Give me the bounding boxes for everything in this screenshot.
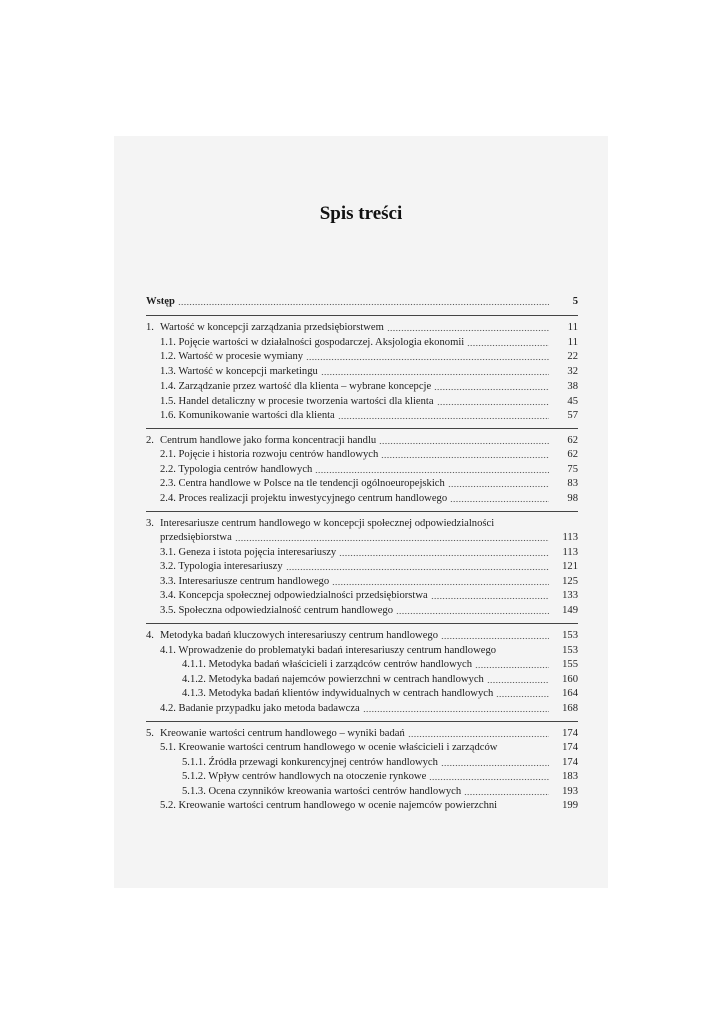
chapter-title: Wartość w koncepcji zarządzania przedsiębiorstwem	[160, 322, 384, 333]
toc-section	[160, 409, 578, 423]
leader-dots	[441, 637, 549, 640]
toc-entry-label: przedsiębiorstwa	[160, 532, 232, 543]
chapter-title: Kreowanie wartości centrum handlowego – wyniki badań	[160, 728, 405, 739]
leader-dots	[434, 388, 549, 391]
leader-dots	[487, 681, 549, 684]
toc-entry-page: 183	[562, 771, 578, 782]
toc-chapter-2	[146, 434, 578, 448]
toc-subsection	[182, 687, 578, 701]
leader-dots	[450, 500, 549, 503]
toc-entry-page: 57	[567, 410, 578, 421]
chapter-title: Interesariusze centrum handlowego w koncepcji społecznej odpowiedzialności	[160, 518, 495, 529]
toc-entry-label	[146, 434, 376, 448]
toc-chapter-3	[146, 517, 578, 531]
leader-dots	[363, 710, 549, 713]
toc-entry-label: 1.3. Wartość w koncepcji marketingu	[160, 366, 318, 377]
chapter-number: 4.	[146, 630, 154, 641]
toc-section	[160, 336, 578, 350]
leader-dots	[475, 666, 549, 669]
section-divider	[146, 623, 578, 624]
leader-dots	[448, 485, 549, 488]
leader-dots	[315, 471, 549, 474]
toc-entry-page: 174	[562, 728, 578, 739]
toc-section	[160, 589, 578, 603]
toc-entry-page: 193	[562, 786, 578, 797]
toc-entry-page: 38	[567, 381, 578, 392]
toc-entry-label: 5.1. Kreowanie wartości centrum handlowego w ocenie właścicieli i zarządców	[160, 742, 498, 753]
chapter-title: Centrum handlowe jako forma koncentracji handlu	[160, 435, 377, 446]
leader-dots	[379, 442, 549, 445]
page-title: Spis treści	[319, 203, 403, 224]
leader-dots	[286, 568, 549, 571]
leader-dots	[437, 403, 549, 406]
toc-entry-label: 4.1. Wprowadzenie do problematyki badań interesariuszy centrum handlowego	[160, 645, 497, 656]
leader-dots	[467, 344, 549, 347]
leader-dots	[431, 597, 549, 600]
toc-entry-page: 62	[567, 435, 578, 446]
toc-section	[160, 492, 578, 506]
chapter-number: 5.	[146, 728, 154, 739]
toc-entry-page: 83	[567, 478, 578, 489]
toc-entry-label: 3.5. Społeczna odpowiedzialność centrum handlowego	[160, 605, 393, 616]
toc-section	[160, 799, 578, 813]
toc-entry-label: 5.1.3. Ocena czynników kreowania wartości centrów handlowych	[182, 786, 462, 797]
section-divider	[146, 315, 578, 316]
leader-dots	[339, 554, 549, 557]
toc-entry-label: 3.4. Koncepcja społecznej odpowiedzialności przedsiębiorstwa	[160, 590, 428, 601]
toc-section	[160, 546, 578, 560]
toc-entry-label: 1.4. Zarządzanie przez wartość dla klienta – wybrane koncepcje	[160, 381, 432, 392]
leader-dots	[429, 778, 549, 781]
toc-entry-page: 113	[562, 532, 578, 543]
toc-entry-label	[146, 727, 405, 741]
toc-subsection	[182, 756, 578, 770]
toc-entry-page: 11	[567, 322, 578, 333]
toc-entry-label: 5.2. Kreowanie wartości centrum handlowego w ocenie najemców powierzchni	[160, 800, 498, 811]
leader-dots	[464, 793, 549, 796]
toc-entry-page: 98	[567, 493, 578, 504]
toc-section	[160, 604, 578, 618]
toc-entry-intro	[146, 295, 578, 309]
toc-section	[160, 741, 578, 755]
leader-dots	[178, 303, 549, 306]
leader-dots	[306, 358, 549, 361]
toc-entry-page: 168	[562, 703, 578, 714]
leader-dots	[321, 373, 549, 376]
toc-entry-label: 1.1. Pojęcie wartości w działalności gospodarczej. Aksjologia ekonomii	[160, 337, 465, 348]
toc-entry-page: 155	[562, 659, 578, 670]
leader-dots	[387, 329, 549, 332]
leader-dots	[381, 456, 549, 459]
leader-dots	[408, 735, 549, 738]
toc-section	[160, 463, 578, 477]
toc-entry-label: 2.3. Centra handlowe w Polsce na tle tendencji ogólnoeuropejskich	[160, 478, 445, 489]
toc-entry-label	[146, 629, 438, 643]
section-divider	[146, 721, 578, 722]
toc-entry-label: 4.1.3. Metodyka badań klientów indywidualnych w centrach handlowych	[182, 688, 494, 699]
leader-dots	[338, 417, 549, 420]
toc-section	[160, 702, 578, 716]
toc-entry-page: 5	[572, 296, 578, 307]
leader-dots	[235, 539, 549, 542]
chapter-title: Metodyka badań kluczowych interesariuszy centrum handlowego	[160, 630, 438, 641]
toc-subsection	[182, 673, 578, 687]
toc-entry-label: 3.2. Typologia interesariuszy	[160, 561, 283, 572]
toc-entry-label: 1.5. Handel detaliczny w procesie tworzenia wartości dla klienta	[160, 396, 434, 407]
toc-entry-page: 153	[562, 630, 578, 641]
toc-entry-label: 4.2. Badanie przypadku jako metoda badawcza	[160, 703, 360, 714]
toc-entry-page: 164	[562, 688, 578, 699]
toc-entry-page: 75	[567, 464, 578, 475]
section-divider	[146, 511, 578, 512]
toc-entry-page: 62	[567, 449, 578, 460]
toc-entry-label: 2.2. Typologia centrów handlowych	[160, 464, 313, 475]
toc-section	[160, 350, 578, 364]
toc-entry-page: 45	[567, 396, 578, 407]
toc-entry-label: 1.6. Komunikowanie wartości dla klienta	[160, 410, 335, 421]
chapter-number: 3.	[146, 518, 154, 529]
toc-chapter-5	[146, 727, 578, 741]
toc-chapter-3-continuation	[160, 531, 578, 545]
toc-section	[160, 448, 578, 462]
toc-entry-label: 2.1. Pojęcie i historia rozwoju centrów handlowych	[160, 449, 379, 460]
toc-entry-label: 4.1.2. Metodyka badań najemców powierzchni w centrach handlowych	[182, 674, 484, 685]
toc-entry-page: 11	[567, 337, 578, 348]
toc-entry-page: 22	[567, 351, 578, 362]
toc-entry-page: 133	[562, 590, 578, 601]
toc-entry-label: 3.1. Geneza i istota pojęcia interesariuszy	[160, 547, 337, 558]
toc-entry-label: Wstęp	[146, 296, 175, 307]
toc-entry-page: 121	[562, 561, 578, 572]
toc-entry-label: 4.1.1. Metodyka badań właścicieli i zarządców centrów handlowych	[182, 659, 473, 670]
toc-subsection	[182, 770, 578, 784]
toc-entry-page: 174	[562, 742, 578, 753]
section-divider	[146, 428, 578, 429]
toc-entry-page: 32	[567, 366, 578, 377]
toc-section	[160, 380, 578, 394]
toc-entry-label: 5.1.1. Źródła przewagi konkurencyjnej centrów handlowych	[182, 757, 438, 768]
toc-entry-label	[146, 321, 384, 335]
toc-entry-page: 113	[562, 547, 578, 558]
leader-dots	[441, 764, 549, 767]
toc-section	[160, 395, 578, 409]
toc-entry-page: 125	[562, 576, 578, 587]
chapter-number: 2.	[146, 435, 154, 446]
toc-chapter-4	[146, 629, 578, 643]
toc-entry-label: 1.2. Wartość w procesie wymiany	[160, 351, 304, 362]
toc-section	[160, 644, 578, 658]
toc-entry-label: 5.1.2. Wpływ centrów handlowych na otoczenie rynkowe	[182, 771, 427, 782]
chapter-number: 1.	[146, 322, 154, 333]
toc-section	[160, 365, 578, 379]
leader-dots	[496, 695, 549, 698]
toc-entry-page: 174	[562, 757, 578, 768]
toc-chapter-1	[146, 321, 578, 335]
toc-entry-label: 3.3. Interesariusze centrum handlowego	[160, 576, 330, 587]
leader-dots	[396, 612, 549, 615]
toc-entry-label	[146, 517, 494, 531]
toc-subsection	[182, 785, 578, 799]
toc-entry-page: 160	[562, 674, 578, 685]
leader-dots	[332, 583, 549, 586]
toc-subsection	[182, 658, 578, 672]
toc-section	[160, 477, 578, 491]
toc-section	[160, 575, 578, 589]
toc-entry-page: 153	[562, 645, 578, 656]
toc-entry-page: 149	[562, 605, 578, 616]
toc-entry-page: 199	[562, 800, 578, 811]
toc-section	[160, 560, 578, 574]
toc-entry-label: 2.4. Proces realizacji projektu inwestycyjnego centrum handlowego	[160, 493, 448, 504]
